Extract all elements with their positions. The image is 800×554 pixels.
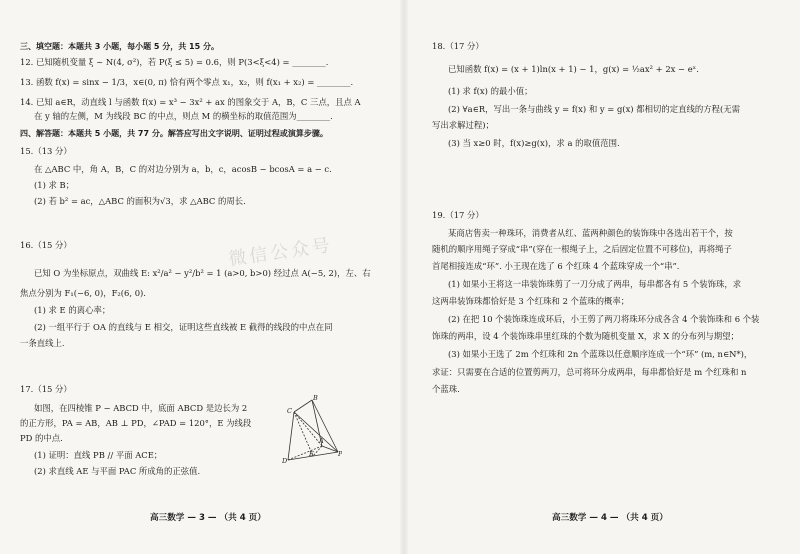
question-19-part-3-line-1: (3) 如果小王选了 2m 个红珠和 2n 个蓝珠以任意顺序连成一个“环” (m, n∈N*)， (448, 349, 753, 359)
question-16-stem-line-1: 已知 O 为坐标原点，双曲线 E: x²/a² − y²/b² = 1 (a>0, b>0) 经过点 A(−5, 2)，左、右 (34, 268, 371, 278)
question-14-line-2: 在 y 轴的左侧，M 为线段 BC 的中点，则点 M 的横坐标的取值范围为________. (34, 111, 333, 121)
edge-da (288, 446, 322, 460)
pyramid-figure (282, 394, 342, 464)
question-17-part-1: (1) 证明：直线 PB // 平面 ACE； (34, 450, 163, 460)
question-16-header: 16.（15 分） (20, 240, 72, 250)
question-19-stem-line-2: 随机的顺序用绳子穿成“串”(穿在一根绳子上，之后固定位置不可移位)，再将绳子 (432, 244, 732, 254)
question-19-stem-line-3: 首尾相接连成“环”. 小王现在选了 6 个红珠 4 个蓝珠穿成一个“串”. (432, 261, 680, 271)
label-a: A (319, 437, 324, 445)
question-15-part-2: (2) 若 b² = ac，△ABC 的面积为√3，求 △ABC 的周长. (34, 196, 246, 206)
question-14-line-1: 14. 已知 a∈R，动直线 l 与函数 f(x) = x³ − 3x² + ax 的图象交于 A，B，C 三点，且点 A (20, 97, 361, 107)
question-19-part-1-line-1: (1) 如果小王将这一串装饰珠剪了一刀分成了两串，每串都各有 5 个装饰珠，求 (448, 279, 742, 289)
question-19-part-2-line-1: (2) 在把 10 个装饰珠连成环后，小王剪了两刀将珠环分成各含 4 个装饰珠和 6 个装 (448, 314, 760, 324)
question-17-part-2: (2) 求直线 AE 与平面 PAC 所成角的正弦值. (34, 466, 201, 476)
right-page-footer: 高三数学 — 4 — （共 4 页） (552, 513, 668, 523)
question-18-stem: 已知函数 f(x) = (x + 1)ln(x + 1) − 1，g(x) = ½ax² + 2x − eˣ. (448, 64, 699, 74)
question-17-stem-line-1: 如图，在四棱锥 P − ABCD 中，底面 ABCD 是边长为 2 (34, 403, 248, 413)
question-16-stem-line-2: 焦点分别为 F₁(−6, 0)，F₂(6, 0). (20, 288, 146, 298)
label-d: D (282, 457, 288, 464)
left-page-footer: 高三数学 — 3 — （共 4 页） (150, 513, 266, 523)
question-12: 12. 已知随机变量 ξ ~ N(4, σ²)，若 P(ξ ≤ 5) = 0.6，则 P(3<ξ<4) = ________. (20, 57, 329, 67)
question-16-part-2-line-1: (2) 一组平行于 OA 的直线与 E 相交，证明这些直线被 E 截得的线段的中点在同 (34, 322, 333, 332)
question-17-header: 17.（15 分） (20, 384, 72, 394)
question-15-header: 15.（13 分） (20, 146, 72, 156)
label-b: B (313, 394, 318, 402)
question-16-part-1: (1) 求 E 的离心率； (34, 305, 111, 315)
question-18-part-2-line-2: 写出求解过程)； (432, 120, 494, 130)
question-19-part-1-line-2: 这两串装饰珠都恰好是 3 个红珠和 2 个蓝珠的概率； (432, 296, 630, 306)
question-19-part-3-line-2: 求证：只需要在合适的位置剪两刀，总可将环分成两串，每串都恰好是 m 个红珠和 n (432, 367, 747, 377)
label-c: C (287, 407, 292, 415)
question-17-stem-line-3: PD 的中点. (20, 433, 63, 443)
section-4-heading: 四、解答题：本题共 5 小题，共 77 分。解答应写出文字说明、证明过程或演算步骤。 (20, 129, 328, 138)
question-19-stem-line-1: 某商店售卖一种珠环，消费者从红、蓝两种颜色的装饰珠中各选出若干个，按 (448, 228, 733, 238)
label-e: E (309, 450, 314, 458)
question-13: 13. 函数 f(x) = sinx − 1/3，x∈(0, π) 恰有两个零点 x₁，x₂，则 f(x₁ + x₂) = ________. (20, 77, 354, 87)
label-p: P (338, 450, 342, 458)
question-16-part-2-line-2: 一条直线上. (20, 338, 65, 348)
question-17-stem-line-2: 的正方形，PA = AB，AB ⊥ PD，∠PAD = 120°，E 为线段 (20, 418, 252, 428)
edge-cd (288, 412, 294, 460)
question-15-part-1: (1) 求 B； (34, 180, 75, 190)
edge-bc (294, 400, 312, 412)
page-fold (400, 0, 408, 554)
question-19-part-2-line-2: 饰珠的两串，设 4 个装饰珠串里红珠的个数为随机变量 X，求 X 的分布列与期望； (432, 331, 739, 341)
exam-page-right (404, 0, 800, 554)
question-18-part-3: (3) 当 x≥0 时，f(x)≥g(x)，求 a 的取值范围. (448, 138, 620, 148)
question-19-part-3-line-3: 个蓝珠. (432, 384, 460, 394)
question-18-part-1: (1) 求 f(x) 的最小值； (448, 86, 533, 96)
edge-bp (312, 400, 338, 452)
question-18-header: 18.（17 分） (432, 41, 484, 51)
edge-ca (294, 412, 322, 446)
question-15-stem: 在 △ABC 中，角 A，B，C 的对边分别为 a，b，c，acosB − bcosA = a − c. (34, 164, 332, 174)
section-3-heading: 三、填空题：本题共 3 小题，每小题 5 分，共 15 分。 (20, 42, 219, 51)
question-19-header: 19.（17 分） (432, 210, 484, 220)
watermark: 微信公众号 (227, 234, 335, 271)
question-18-part-2-line-1: (2) ∀a∈R，写出一条与曲线 y = f(x) 和 y = g(x) 都相切的定直线的方程(无需 (448, 104, 740, 114)
